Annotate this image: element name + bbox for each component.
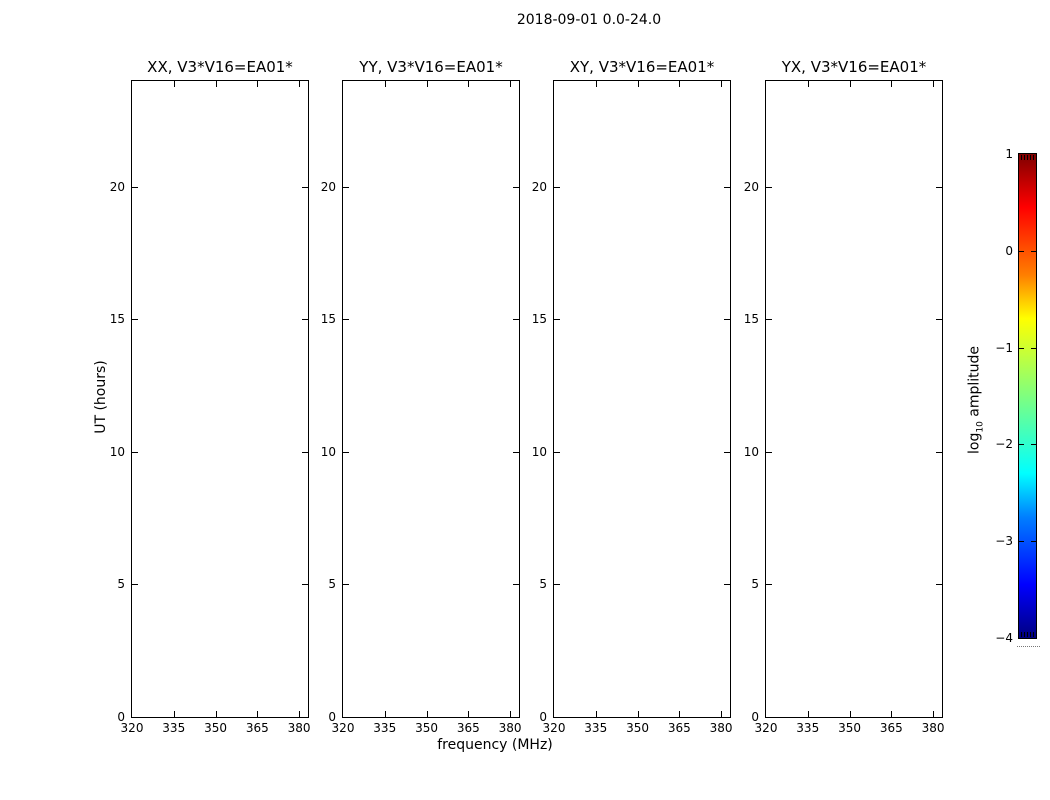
tick-mark bbox=[257, 711, 258, 717]
tick-mark bbox=[850, 81, 851, 87]
panel-title: XX, V3*V16=EA01* bbox=[147, 58, 293, 76]
x-tick-label: 335 bbox=[162, 721, 186, 735]
x-tick-label: 335 bbox=[796, 721, 820, 735]
tick-mark bbox=[302, 584, 308, 585]
tick-mark bbox=[468, 81, 469, 87]
colorbar-tick-label: 1 bbox=[1005, 147, 1013, 161]
colorbar-tick-label: −1 bbox=[995, 340, 1013, 355]
y-tick-label: 10 bbox=[320, 444, 336, 459]
y-tick-label: 5 bbox=[751, 577, 759, 592]
tick-mark bbox=[216, 711, 217, 717]
y-tick-label: 5 bbox=[539, 577, 547, 592]
panel-yx bbox=[743, 58, 945, 735]
panel-title: YX, V3*V16=EA01* bbox=[781, 58, 927, 76]
x-tick-label: 380 bbox=[709, 721, 733, 735]
colorbar bbox=[995, 147, 1037, 645]
tick-mark bbox=[513, 584, 519, 585]
tick-mark bbox=[1019, 348, 1024, 349]
tick-mark bbox=[766, 452, 772, 453]
colorbar-tick-label: −2 bbox=[995, 437, 1013, 452]
tick-mark bbox=[343, 187, 349, 188]
tick-mark bbox=[385, 81, 386, 87]
x-tick-label: 320 bbox=[120, 721, 144, 735]
x-tick-label: 320 bbox=[331, 721, 355, 735]
tick-mark bbox=[343, 452, 349, 453]
y-axis-label: UT (hours) bbox=[93, 360, 109, 434]
tick-mark bbox=[933, 711, 934, 717]
tick-mark bbox=[299, 81, 300, 87]
tick-mark bbox=[554, 319, 560, 320]
tick-mark bbox=[1031, 444, 1036, 445]
tick-mark bbox=[513, 319, 519, 320]
tick-mark bbox=[302, 452, 308, 453]
tick-mark bbox=[638, 81, 639, 87]
colorbar-tick-label: −3 bbox=[995, 534, 1013, 549]
tick-mark bbox=[721, 81, 722, 87]
panel-xy bbox=[531, 58, 733, 735]
tick-mark bbox=[891, 81, 892, 87]
tick-mark bbox=[554, 584, 560, 585]
y-tick-label: 0 bbox=[751, 710, 759, 724]
tick-mark bbox=[936, 187, 942, 188]
tick-mark bbox=[132, 584, 138, 585]
y-tick-label: 10 bbox=[743, 444, 759, 459]
y-tick-label: 15 bbox=[320, 312, 336, 327]
y-tick-label: 15 bbox=[743, 312, 759, 327]
y-tick-label: 20 bbox=[743, 179, 759, 194]
tick-mark bbox=[933, 81, 934, 87]
tick-mark bbox=[513, 452, 519, 453]
x-tick-label: 365 bbox=[879, 721, 903, 735]
figure-title: 2018-09-01 0.0-24.0 bbox=[516, 12, 662, 28]
y-tick-label: 20 bbox=[531, 179, 547, 194]
tick-mark bbox=[721, 711, 722, 717]
x-tick-label: 335 bbox=[373, 721, 397, 735]
x-tick-label: 350 bbox=[415, 721, 438, 735]
tick-mark bbox=[766, 584, 772, 585]
tick-mark bbox=[216, 81, 217, 87]
tick-mark bbox=[808, 711, 809, 717]
x-tick-label: 350 bbox=[204, 721, 227, 735]
tick-mark bbox=[936, 319, 942, 320]
y-tick-label: 0 bbox=[328, 710, 336, 724]
y-tick-label: 10 bbox=[109, 444, 125, 459]
tick-mark bbox=[596, 711, 597, 717]
x-tick-label: 320 bbox=[754, 721, 778, 735]
colorbar-label-suffix: amplitude bbox=[966, 346, 983, 422]
tick-mark bbox=[891, 711, 892, 717]
x-tick-label: 335 bbox=[584, 721, 608, 735]
colorbar-tick-label: 0 bbox=[1005, 243, 1013, 258]
y-tick-label: 5 bbox=[328, 577, 336, 592]
y-tick-label: 0 bbox=[539, 710, 547, 724]
tick-mark bbox=[1031, 541, 1036, 542]
tick-mark bbox=[679, 711, 680, 717]
y-tick-label: 5 bbox=[117, 577, 125, 592]
colorbar-minor-ticks-bottom bbox=[1021, 632, 1034, 637]
tick-mark bbox=[343, 319, 349, 320]
y-tick-label: 10 bbox=[531, 444, 547, 459]
x-axis-label: frequency (MHz) bbox=[437, 737, 553, 753]
tick-mark bbox=[679, 81, 680, 87]
tick-mark bbox=[724, 584, 730, 585]
panel-xx bbox=[109, 58, 311, 735]
panel-yy bbox=[320, 58, 522, 735]
tick-mark bbox=[1031, 251, 1036, 252]
x-tick-label: 365 bbox=[667, 721, 691, 735]
colorbar-label bbox=[967, 346, 986, 454]
colorbar-tick-label: −4 bbox=[995, 631, 1013, 645]
colorbar-label-subscript: 10 bbox=[975, 421, 986, 433]
x-tick-label: 320 bbox=[542, 721, 566, 735]
panel-title: XY, V3*V16=EA01* bbox=[569, 58, 715, 76]
y-tick-label: 15 bbox=[109, 312, 125, 327]
x-tick-label: 380 bbox=[287, 721, 311, 735]
tick-mark bbox=[132, 187, 138, 188]
x-tick-label: 365 bbox=[245, 721, 269, 735]
x-tick-label: 350 bbox=[626, 721, 649, 735]
tick-mark bbox=[724, 187, 730, 188]
tick-mark bbox=[132, 319, 138, 320]
colorbar-label-prefix: log bbox=[966, 432, 983, 454]
tick-mark bbox=[510, 81, 511, 87]
tick-mark bbox=[724, 319, 730, 320]
tick-mark bbox=[513, 187, 519, 188]
tick-mark bbox=[302, 319, 308, 320]
tick-mark bbox=[1019, 541, 1024, 542]
tick-mark bbox=[766, 187, 772, 188]
tick-mark bbox=[427, 711, 428, 717]
y-tick-label: 20 bbox=[320, 179, 336, 194]
tick-mark bbox=[385, 711, 386, 717]
tick-mark bbox=[427, 81, 428, 87]
tick-mark bbox=[343, 584, 349, 585]
y-tick-label: 20 bbox=[109, 179, 125, 194]
tick-mark bbox=[510, 711, 511, 717]
tick-mark bbox=[302, 187, 308, 188]
y-tick-label: 15 bbox=[531, 312, 547, 327]
x-tick-label: 365 bbox=[456, 721, 480, 735]
tick-mark bbox=[132, 452, 138, 453]
tick-mark bbox=[1031, 348, 1036, 349]
tick-mark bbox=[596, 81, 597, 87]
tick-mark bbox=[724, 452, 730, 453]
panel-title: YY, V3*V16=EA01* bbox=[359, 58, 503, 76]
tick-mark bbox=[554, 187, 560, 188]
tick-mark bbox=[936, 452, 942, 453]
tick-mark bbox=[808, 81, 809, 87]
x-tick-label: 380 bbox=[498, 721, 522, 735]
tick-mark bbox=[638, 711, 639, 717]
x-tick-label: 350 bbox=[838, 721, 861, 735]
tick-mark bbox=[468, 711, 469, 717]
tick-mark bbox=[299, 711, 300, 717]
tick-mark bbox=[257, 81, 258, 87]
colorbar-minor-ticks-top bbox=[1021, 155, 1034, 160]
tick-mark bbox=[174, 711, 175, 717]
tick-mark bbox=[554, 452, 560, 453]
tick-mark bbox=[1019, 444, 1024, 445]
tick-mark bbox=[174, 81, 175, 87]
tick-mark bbox=[936, 584, 942, 585]
y-tick-label: 0 bbox=[117, 710, 125, 724]
x-tick-label: 380 bbox=[921, 721, 945, 735]
tick-mark bbox=[850, 711, 851, 717]
colorbar-dotted-edge bbox=[1017, 646, 1040, 647]
tick-mark bbox=[1019, 251, 1024, 252]
tick-mark bbox=[766, 319, 772, 320]
